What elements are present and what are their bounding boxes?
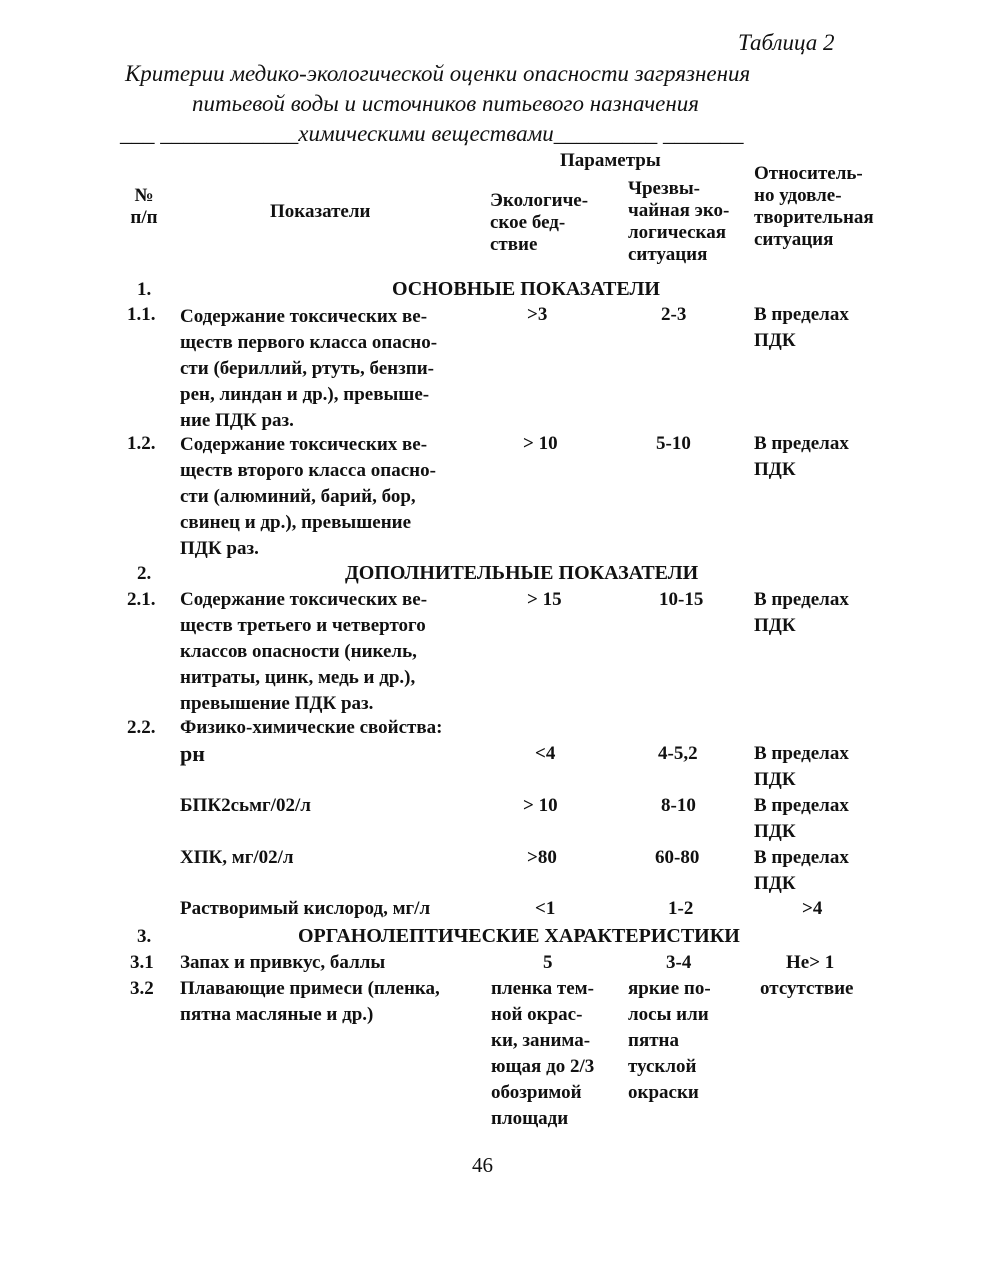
header-num: № п/п (130, 185, 158, 228)
title-line-3: ___ ____________химическими веществами_________ _______ (120, 121, 744, 146)
row-hpk-emer: 60-80 (655, 847, 700, 868)
row-hpk-eco: >80 (527, 847, 557, 868)
header-relative: Относитель- но удовле- творительная ситуация (754, 163, 874, 250)
header-emergency: Чрезвы- чайная эко- логическая ситуация (628, 178, 730, 265)
row-3-1-eco: 5 (543, 952, 553, 973)
row-1-1-num: 1.1. (127, 304, 156, 325)
row-3-1-rel: Не> 1 (786, 952, 835, 973)
row-1-2-rel: В пределах ПДК (754, 433, 849, 480)
row-3-2-eco: пленка тем- ной окрас- ки, занима- ющая до 2/3 обозримой площади (491, 978, 595, 1129)
row-1-2-name: Содержание токсических ве- ществ второго класса опасно- сти (алюминий, барий, бор, свинец и др.), превышение ПДК раз. (180, 434, 436, 559)
page-number: 46 (472, 1153, 493, 1177)
section-1-num: 1. (137, 279, 152, 300)
section-3-num: 3. (137, 926, 152, 947)
row-bpk-name: БПК2сьмг/02/л (180, 795, 311, 816)
section-1-title: ОСНОВНЫЕ ПОКАЗАТЕЛИ (392, 278, 660, 300)
row-2-1-num: 2.1. (127, 589, 156, 610)
row-1-1-name: Содержание токсических ве- ществ первого класса опасно- сти (бериллий, ртуть, бензпи- рен, линдан и др.), превыше- ние ПДК раз. (180, 306, 438, 431)
row-oxygen-eco: <1 (535, 898, 556, 919)
row-1-1-emer: 2-3 (661, 304, 687, 325)
header-eco-disaster: Экологиче- ское бед- ствие (490, 190, 589, 255)
section-2-num: 2. (137, 563, 152, 584)
row-hpk-name: ХПК, мг/02/л (180, 847, 294, 868)
row-3-2-num: 3.2 (130, 978, 154, 999)
row-1-1-eco: >3 (527, 304, 548, 325)
row-3-2-rel: отсутствие (760, 978, 854, 999)
row-ph-name: рн (180, 741, 205, 766)
row-bpk-rel: В пределах ПДК (754, 795, 849, 842)
row-ph-emer: 4-5,2 (658, 743, 698, 764)
row-oxygen-rel: >4 (802, 898, 823, 919)
row-3-1-name: Запах и привкус, баллы (180, 952, 386, 973)
row-1-1-rel: В пределах ПДК (754, 304, 849, 351)
row-hpk-rel: В пределах ПДК (754, 847, 849, 894)
row-1-2-eco: > 10 (523, 433, 558, 454)
row-1-2-num: 1.2. (127, 433, 156, 454)
row-2-1-name: Содержание токсических ве- ществ третьего и четвертого классов опасности (никель, нитраты, цинк, медь и др.), превышение ПДК раз. (180, 589, 428, 714)
row-ph-rel: В пределах ПДК (754, 743, 849, 790)
row-3-1-num: 3.1 (130, 952, 154, 973)
row-2-1-eco: > 15 (527, 589, 562, 610)
title-line-1: Критерии медико-экологической оценки опасности загрязнения (125, 61, 751, 86)
row-2-1-emer: 10-15 (659, 589, 704, 610)
row-2-1-rel: В пределах ПДК (754, 589, 849, 636)
row-oxygen-name: Растворимый кислород, мг/л (180, 898, 431, 919)
header-indicators: Показатели (270, 201, 371, 222)
row-1-2-emer: 5-10 (656, 433, 691, 454)
row-ph-eco: <4 (535, 743, 556, 764)
row-2-2-name: Физико-химические свойства: (180, 717, 443, 738)
row-3-2-name: Плавающие примеси (пленка, пятна масляные и др.) (180, 978, 440, 1025)
section-2-title: ДОПОЛНИТЕЛЬНЫЕ ПОКАЗАТЕЛИ (345, 562, 699, 584)
header-parameters: Параметры (560, 150, 661, 171)
section-3-title: ОРГАНОЛЕПТИЧЕСКИЕ ХАРАКТЕРИСТИКИ (298, 925, 740, 947)
row-2-2-num: 2.2. (127, 717, 156, 738)
row-bpk-eco: > 10 (523, 795, 558, 816)
title-line-2: питьевой воды и источников питьевого назначения (192, 91, 699, 116)
table-label: Таблица 2 (738, 30, 835, 55)
row-3-1-emer: 3-4 (666, 952, 692, 973)
row-oxygen-emer: 1-2 (668, 898, 694, 919)
row-3-2-emer: яркие по- лосы или пятна тусклой окраски (628, 978, 711, 1103)
row-bpk-emer: 8-10 (661, 795, 696, 816)
